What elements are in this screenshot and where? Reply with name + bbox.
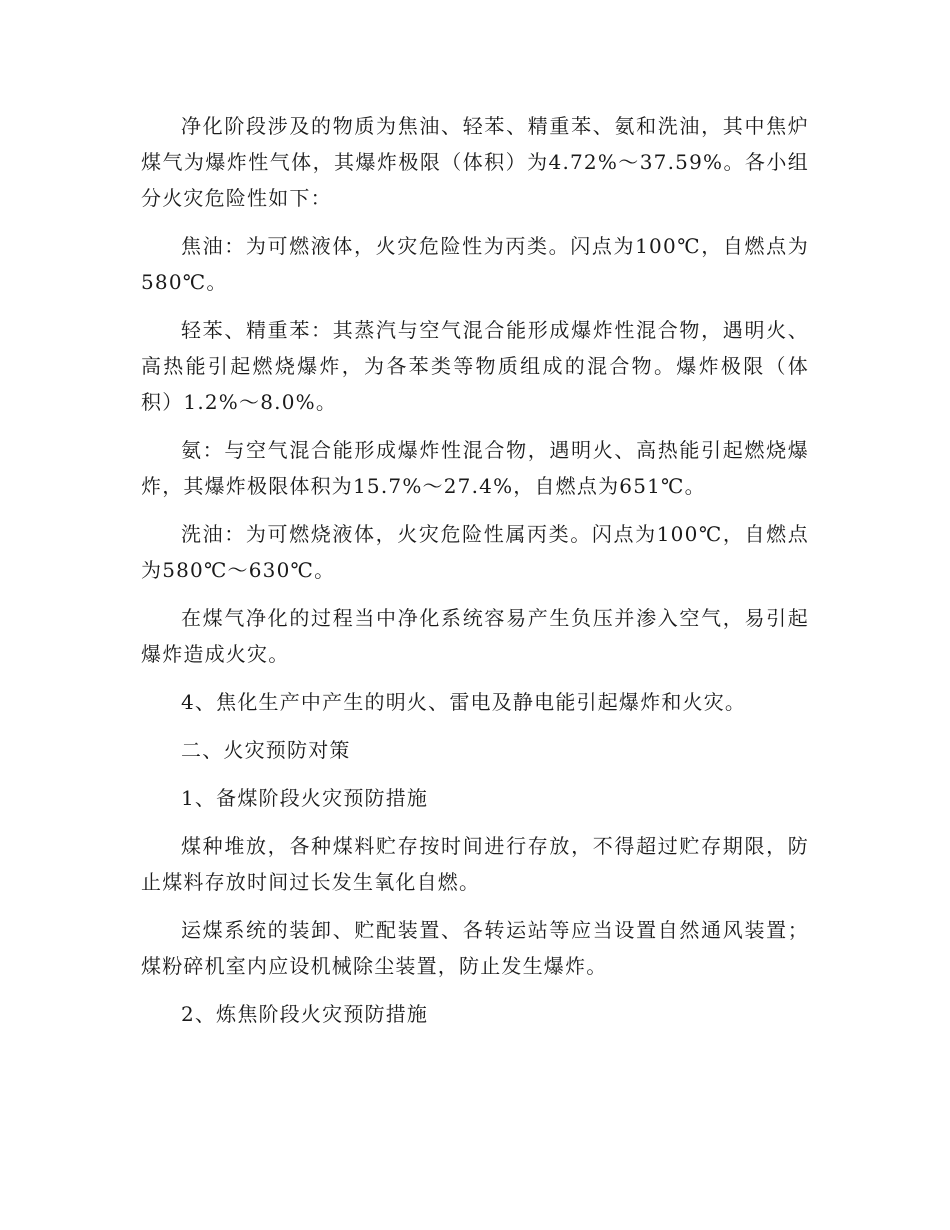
paragraph-coal-transport: 运煤系统的装卸、贮配装置、各转运站等应当设置自然通风装置；煤粉碎机室内应设机械除尘装置，防止发生爆炸。	[141, 918, 809, 978]
paragraph-ignition-sources: 4、焦化生产中产生的明火、雷电及静电能引起爆炸和火灾。	[181, 690, 747, 714]
subheading-coal-preparation: 1、备煤阶段火灾预防措施	[181, 786, 429, 810]
paragraph-tar: 焦油：为可燃液体，火灾危险性为丙类。闪点为100℃，自燃点为580℃。	[141, 234, 809, 294]
paragraph-purification-overview: 净化阶段涉及的物质为焦油、轻苯、精重苯、氨和洗油，其中焦炉煤气为爆炸性气体，其爆炸极限（体积）为4.72%～37.59%。各小组分火灾危险性如下：	[141, 114, 809, 210]
paragraph-wash-oil: 洗油：为可燃烧液体，火灾危险性属丙类。闪点为100℃，自燃点为580℃～630℃。	[141, 522, 809, 582]
document-body	[141, 108, 809, 1044]
paragraph-ammonia: 氨：与空气混合能形成爆炸性混合物，遇明火、高热能引起燃烧爆炸，其爆炸极限体积为15.7%～27.4%，自燃点为651℃。	[141, 438, 809, 498]
paragraph-negative-pressure: 在煤气净化的过程当中净化系统容易产生负压并渗入空气，易引起爆炸造成火灾。	[141, 606, 809, 666]
paragraph-benzene: 轻苯、精重苯：其蒸汽与空气混合能形成爆炸性混合物，遇明火、高热能引起燃烧爆炸，为各苯类等物质组成的混合物。爆炸极限（体积）1.2%～8.0%。	[141, 318, 809, 414]
paragraph-coal-storage: 煤种堆放，各种煤料贮存按时间进行存放，不得超过贮存期限，防止煤料存放时间过长发生氧化自燃。	[141, 834, 809, 894]
section-heading-fire-prevention: 二、火灾预防对策	[181, 738, 351, 762]
subheading-coking: 2、炼焦阶段火灾预防措施	[181, 1002, 429, 1026]
